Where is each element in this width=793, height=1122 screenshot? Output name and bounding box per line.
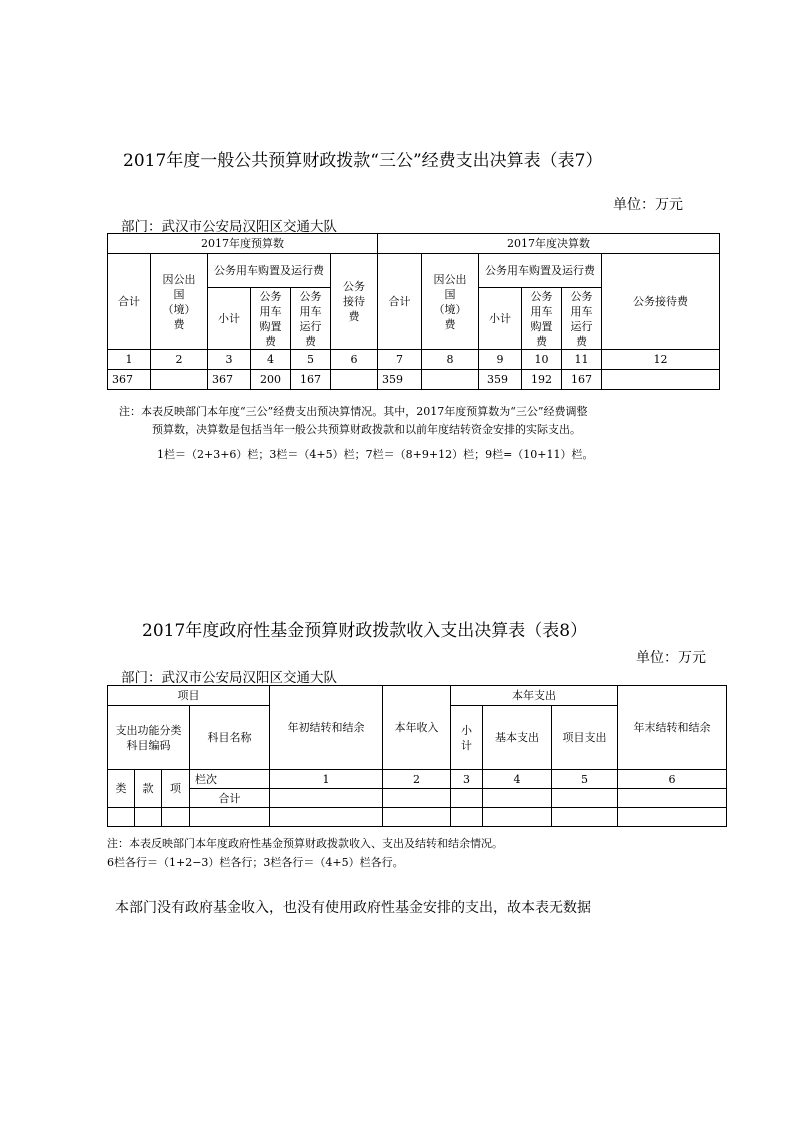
col-reception: 公务接待费 (331, 254, 378, 350)
colnum-cell: 3 (208, 350, 251, 370)
colnum-cell: 5 (291, 350, 331, 370)
table8-title: 2017年度政府性基金预算财政拨款收入支出决算表（表8） (142, 621, 588, 641)
current-expense-header: 本年支出 (451, 686, 618, 706)
col-vehicle-operation-final: 公务用车运行费 (562, 288, 602, 350)
colnum-cell: 6 (331, 350, 378, 370)
value-cell (151, 370, 208, 390)
table8-unit: 单位：万元 (636, 650, 706, 666)
colnum-cell: 9 (479, 350, 522, 370)
value-cell: 192 (522, 370, 562, 390)
basic-expense-header: 基本支出 (483, 706, 552, 770)
value-cell: 167 (562, 370, 602, 390)
colnum-cell: 8 (422, 350, 479, 370)
empty-cell (618, 808, 727, 827)
empty-cell (618, 789, 727, 808)
empty-cell (552, 808, 618, 827)
col-vehicle-operation: 公务用车运行费 (291, 288, 331, 350)
value-cell: 200 (251, 370, 291, 390)
col-total: 合计 (108, 254, 151, 350)
subject-name-header: 科目名称 (190, 706, 270, 770)
colnum-cell: 5 (552, 770, 618, 789)
colnum-cell: 4 (483, 770, 552, 789)
col-subtotal-final: 小计 (479, 288, 522, 350)
table8-note-line2: 6栏各行＝（1+2−3）栏各行；3栏各行＝（4+5）栏各行。 (107, 856, 404, 869)
item-label: 项 (162, 770, 190, 808)
value-cell (422, 370, 479, 390)
value-cell (331, 370, 378, 390)
table8-grid (107, 685, 727, 827)
total-label: 合计 (190, 789, 270, 808)
project-expense-header: 项目支出 (552, 706, 618, 770)
table7-department: 部门：武汉市公安局汉阳区交通大队 (121, 219, 337, 235)
value-cell: 167 (291, 370, 331, 390)
colnum-cell: 7 (378, 350, 422, 370)
colnum-cell: 3 (451, 770, 483, 789)
table7-grid (107, 233, 720, 390)
budget-header: 2017年度预算数 (108, 234, 378, 254)
col-reception-final: 公务接待费 (602, 254, 720, 350)
table8-note-line1: 注：本表反映部门本年度政府性基金预算财政拨款收入、支出及结转和结余情况。 (107, 837, 503, 850)
table8-department: 部门：武汉市公安局汉阳区交通大队 (121, 670, 337, 686)
empty-cell (108, 808, 135, 827)
colnum-cell: 6 (618, 770, 727, 789)
current-income-header: 本年收入 (383, 686, 451, 770)
col-vehicle-purchase-final: 公务用车购置费 (522, 288, 562, 350)
empty-cell (383, 789, 451, 808)
table7-note-line2: 预算数，决算数是包括当年一般公共预算财政拨款和以前年度结转资金安排的实际支出。 (152, 423, 581, 436)
col-abroad: 因公出国（境）费 (151, 254, 208, 350)
table7-note-line1: 注：本表反映部门本年度“三公”经费支出预决算情况。其中，2017年度预算数为“三公”经费调整 (119, 405, 588, 418)
func-code-header: 支出功能分类科目编码 (108, 706, 190, 770)
table7-formula: 1栏＝（2+3+6）栏；3栏＝（4+5）栏；7栏＝（8+9+12）栏；9栏=（10+11）栏。 (157, 448, 594, 461)
closing-balance-header: 年末结转和结余 (618, 686, 727, 770)
value-cell: 367 (208, 370, 251, 390)
table8-statement: 本部门没有政府基金收入，也没有使用政府性基金安排的支出，故本表无数据 (115, 900, 591, 916)
colnum-cell: 11 (562, 350, 602, 370)
empty-cell (135, 808, 162, 827)
empty-cell (483, 808, 552, 827)
col-vehicle-group-final: 公务用车购置及运行费 (479, 254, 602, 288)
empty-cell (451, 789, 483, 808)
empty-cell (383, 808, 451, 827)
value-cell: 359 (479, 370, 522, 390)
empty-cell (270, 808, 383, 827)
colnum-cell: 2 (383, 770, 451, 789)
final-header: 2017年度决算数 (378, 234, 720, 254)
subtotal-header: 小计 (451, 706, 483, 770)
section-label: 款 (135, 770, 162, 808)
row-number-label: 栏次 (190, 770, 270, 789)
col-subtotal: 小计 (208, 288, 251, 350)
class-label: 类 (108, 770, 135, 808)
table7-title: 2017年度一般公共预算财政拨款“三公”经费支出决算表（表7） (123, 151, 603, 171)
opening-balance-header: 年初结转和结余 (270, 686, 383, 770)
colnum-cell: 1 (270, 770, 383, 789)
value-cell (602, 370, 720, 390)
col-abroad-final: 因公出国（境）费 (422, 254, 479, 350)
item-header: 项目 (108, 686, 270, 706)
empty-cell (270, 789, 383, 808)
col-vehicle-purchase: 公务用车购置费 (251, 288, 291, 350)
colnum-cell: 10 (522, 350, 562, 370)
colnum-cell: 4 (251, 350, 291, 370)
value-cell: 359 (378, 370, 422, 390)
empty-cell (190, 808, 270, 827)
col-vehicle-group: 公务用车购置及运行费 (208, 254, 331, 288)
empty-cell (451, 808, 483, 827)
value-cell: 367 (108, 370, 151, 390)
empty-cell (483, 789, 552, 808)
colnum-cell: 1 (108, 350, 151, 370)
empty-cell (162, 808, 190, 827)
colnum-cell: 2 (151, 350, 208, 370)
col-total-final: 合计 (378, 254, 422, 350)
colnum-cell: 12 (602, 350, 720, 370)
empty-cell (552, 789, 618, 808)
table7-unit: 单位：万元 (613, 197, 683, 213)
